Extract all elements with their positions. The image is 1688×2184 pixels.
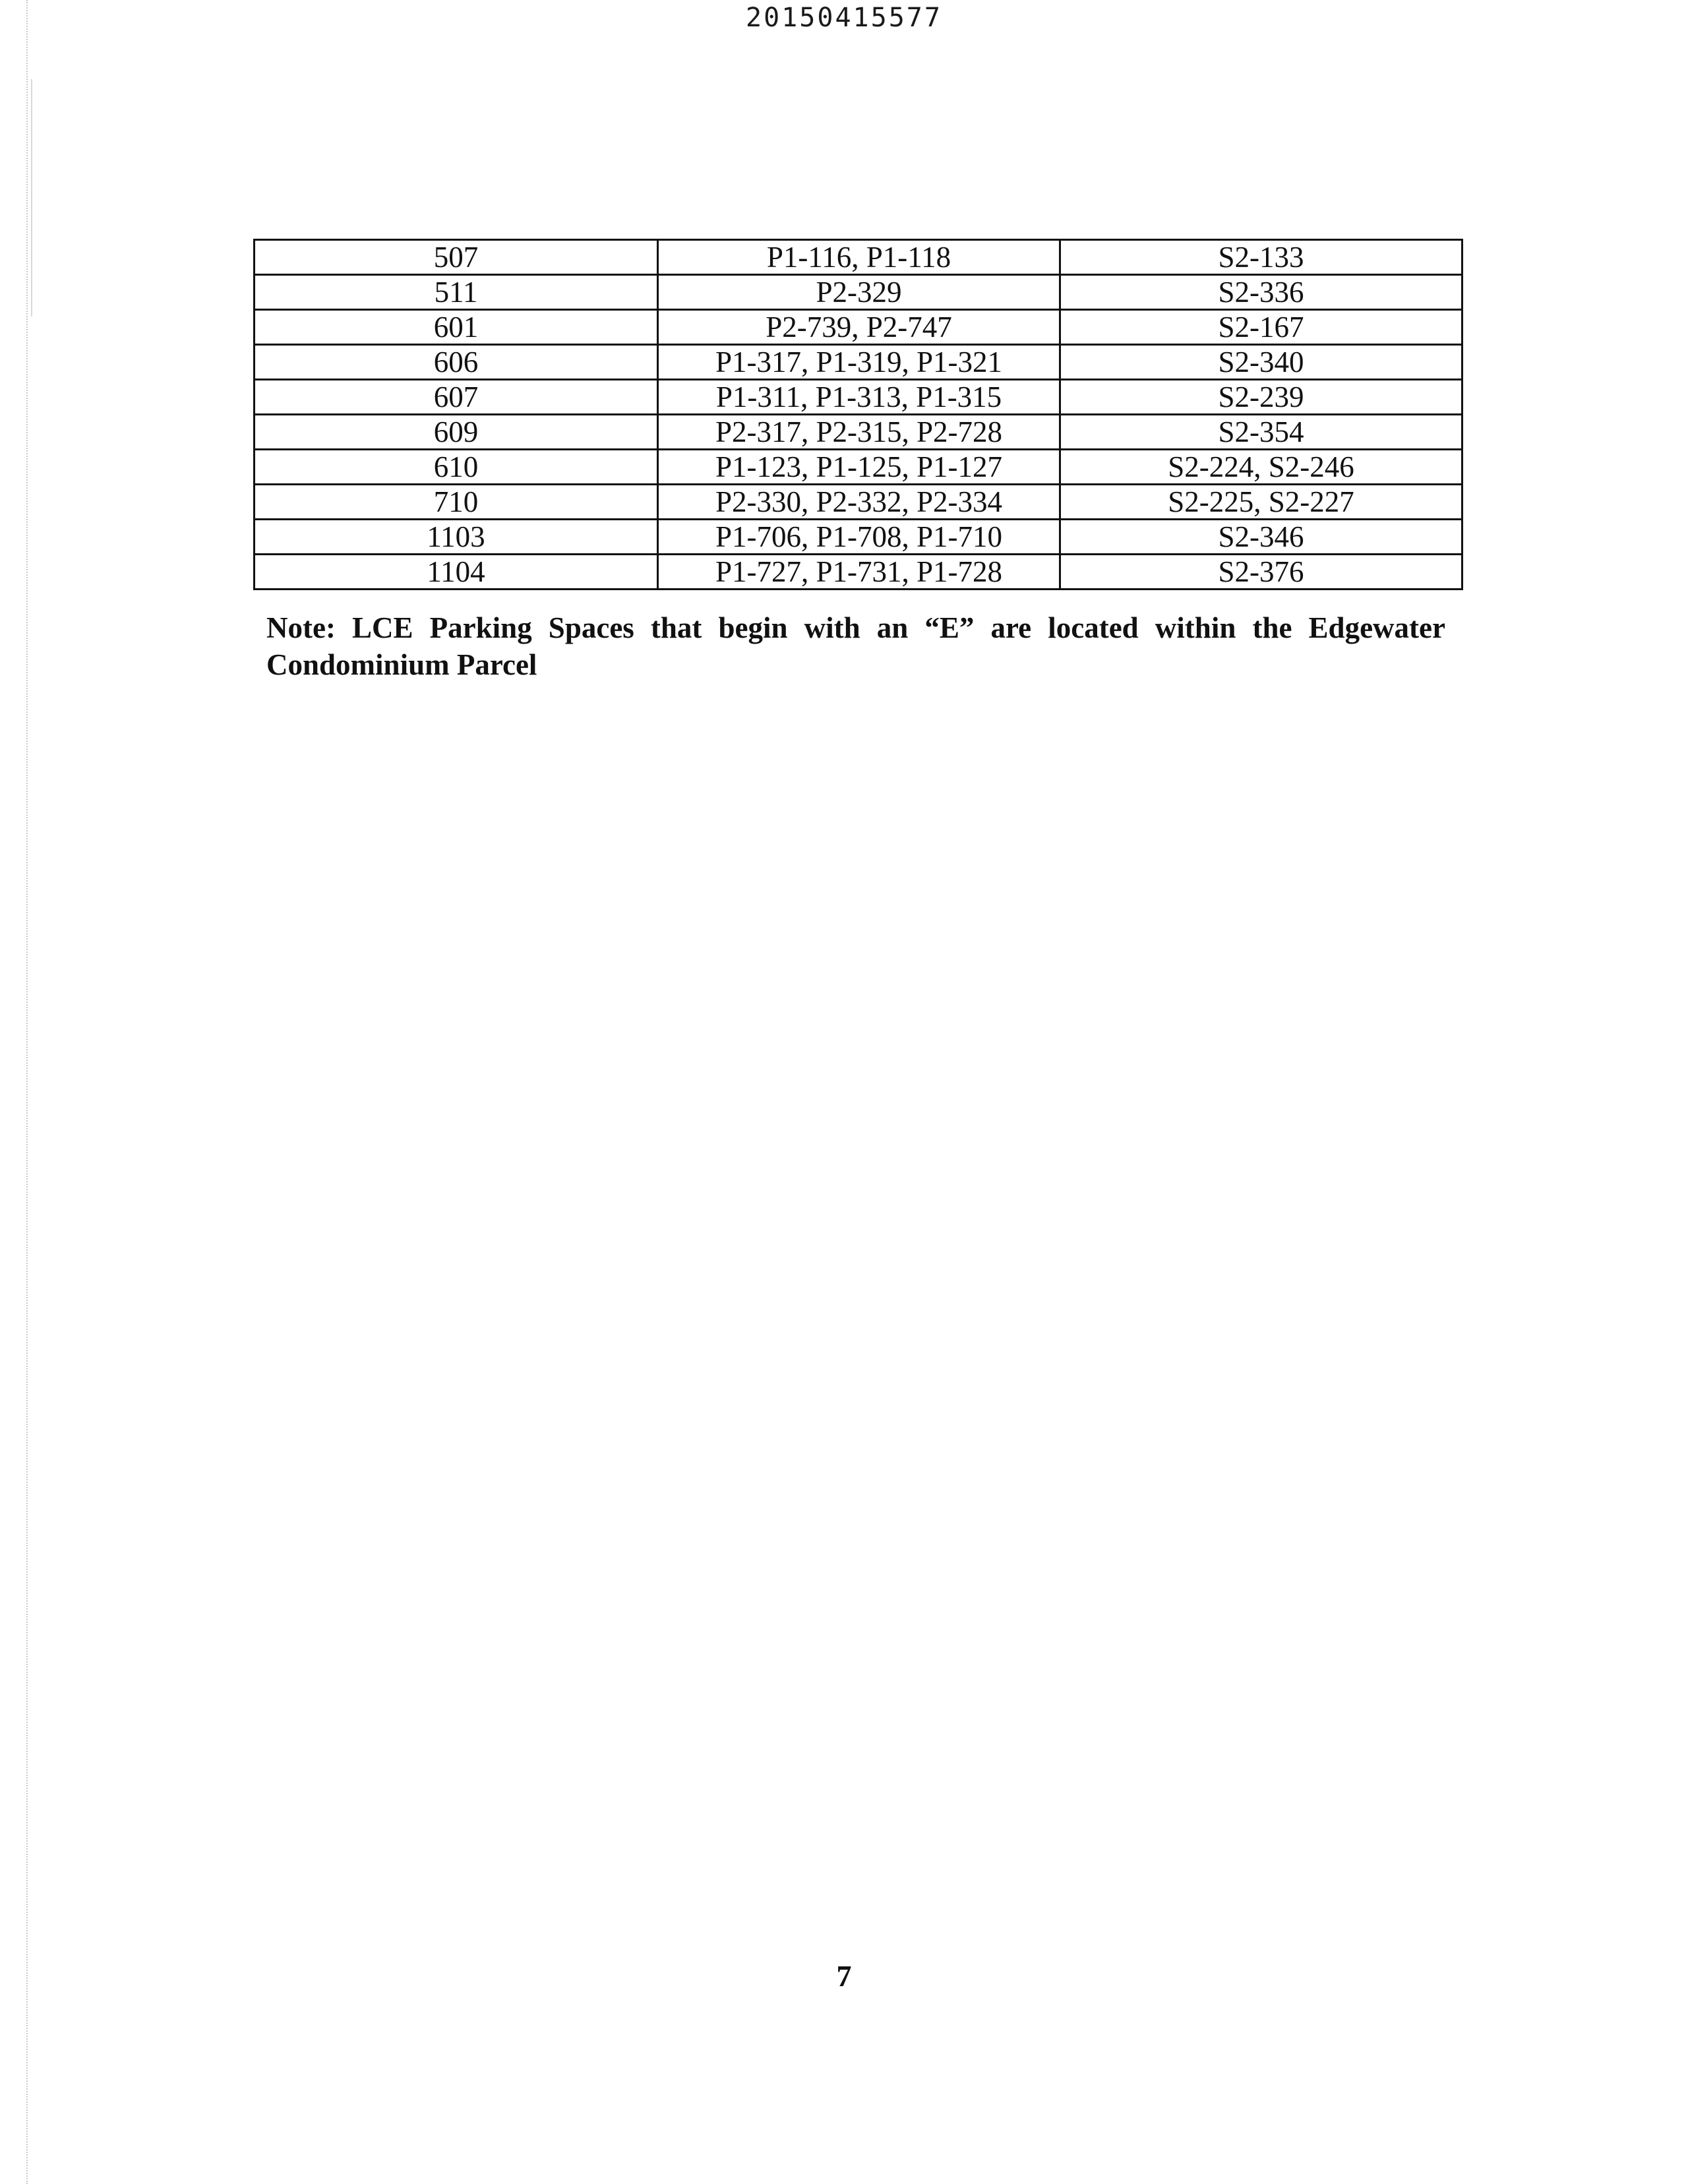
storage-spaces-cell: S2-376 — [1060, 555, 1462, 590]
parking-spaces-cell: P2-330, P2-332, P2-334 — [658, 485, 1060, 520]
storage-spaces-cell: S2-224, S2-246 — [1060, 450, 1462, 485]
unit-number-cell: 606 — [255, 345, 658, 380]
storage-spaces-cell: S2-336 — [1060, 275, 1462, 310]
storage-spaces-cell: S2-340 — [1060, 345, 1462, 380]
table-row — [255, 310, 1462, 345]
unit-number-cell: 511 — [255, 275, 658, 310]
table-row — [255, 485, 1462, 520]
parking-spaces-cell: P2-329 — [658, 275, 1060, 310]
unit-number-cell: 609 — [255, 415, 658, 450]
parking-spaces-cell: P2-739, P2-747 — [658, 310, 1060, 345]
unit-parking-storage-table — [253, 239, 1463, 590]
storage-spaces-cell: S2-167 — [1060, 310, 1462, 345]
storage-spaces-cell: S2-354 — [1060, 415, 1462, 450]
table-row — [255, 450, 1462, 485]
unit-number-cell: 507 — [255, 240, 658, 275]
parking-spaces-cell: P1-706, P1-708, P1-710 — [658, 520, 1060, 555]
table-row — [255, 275, 1462, 310]
parking-spaces-cell: P1-317, P1-319, P1-321 — [658, 345, 1060, 380]
scan-edge-artifact — [26, 0, 28, 2184]
document-number: 20150415577 — [746, 3, 942, 33]
parking-spaces-cell: P1-727, P1-731, P1-728 — [658, 555, 1060, 590]
storage-spaces-cell: S2-346 — [1060, 520, 1462, 555]
unit-number-cell: 610 — [255, 450, 658, 485]
unit-number-cell: 607 — [255, 380, 658, 415]
table-row — [255, 415, 1462, 450]
table-row — [255, 555, 1462, 590]
unit-number-cell: 1104 — [255, 555, 658, 590]
scan-edge-artifact — [31, 79, 32, 317]
unit-number-cell: 601 — [255, 310, 658, 345]
table-row — [255, 520, 1462, 555]
unit-number-cell: 710 — [255, 485, 658, 520]
table-row — [255, 380, 1462, 415]
storage-spaces-cell: S2-133 — [1060, 240, 1462, 275]
parking-spaces-cell: P1-311, P1-313, P1-315 — [658, 380, 1060, 415]
table-row — [255, 345, 1462, 380]
table-row — [255, 240, 1462, 275]
table-note: Note: LCE Parking Spaces that begin with an “E” are located within the Edgewater Condominium Parcel — [266, 611, 1445, 681]
storage-spaces-cell: S2-225, S2-227 — [1060, 485, 1462, 520]
unit-number-cell: 1103 — [255, 520, 658, 555]
page-number: 7 — [836, 1959, 852, 1993]
parking-spaces-cell: P2-317, P2-315, P2-728 — [658, 415, 1060, 450]
storage-spaces-cell: S2-239 — [1060, 380, 1462, 415]
parking-spaces-cell: P1-116, P1-118 — [658, 240, 1060, 275]
parking-spaces-cell: P1-123, P1-125, P1-127 — [658, 450, 1060, 485]
